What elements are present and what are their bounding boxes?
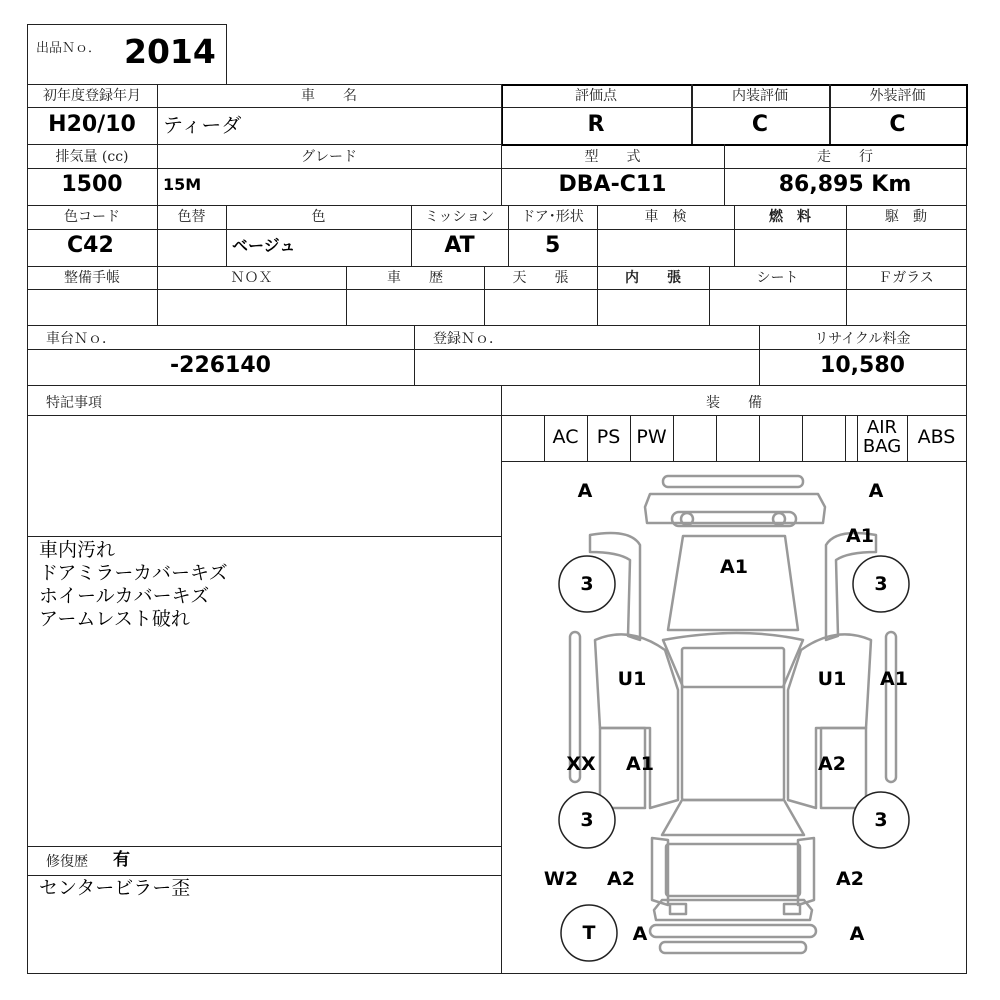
mark-front-right: A — [868, 480, 884, 502]
car-name-label: 車 名 — [301, 88, 357, 104]
seat-label: シート — [756, 270, 799, 286]
equipment-label: 装 備 — [706, 395, 762, 411]
inner-label: 内 張 — [625, 270, 681, 286]
mark-wheel-rl: 3 — [580, 809, 594, 831]
recycle-label: リサイクル料金 — [814, 331, 911, 347]
equip-airbag-text: AIR BAG — [862, 417, 902, 457]
mark-step-l: XX — [566, 753, 596, 775]
color-code-value: C42 — [67, 233, 114, 258]
chassis-value: -226140 — [170, 353, 271, 378]
door-value: 5 — [545, 233, 561, 258]
repair-label: 修復歴 — [46, 854, 88, 870]
repair-value: 有 — [113, 850, 130, 870]
door-label: ドア･形状 — [521, 209, 584, 225]
mark-rear-l1: W2 — [543, 868, 579, 890]
remark-line: アームレスト破れ — [39, 608, 190, 630]
color-value: ベージュ — [232, 236, 296, 255]
mark-rear-bumper-r: A — [849, 923, 865, 945]
inspection-label: 車 検 — [644, 209, 687, 225]
glass-label: Ｆガラス — [878, 270, 934, 286]
equip-ac: AC — [552, 426, 579, 448]
color-code-label: 色コード — [64, 209, 120, 225]
lot-number: 2014 — [124, 32, 216, 71]
maint-label: 整備手帳 — [64, 270, 120, 286]
exterior-label: 外装評価 — [869, 88, 926, 104]
fuel-label: 燃 料 — [769, 209, 811, 225]
reg-year-value: H20/10 — [48, 112, 136, 137]
car-diagram — [501, 461, 967, 973]
chassis-label: 車台Ｎｏ． — [46, 331, 116, 347]
mark-wheel-fr: 3 — [874, 573, 888, 595]
interior-label: 内装評価 — [732, 88, 788, 104]
model-label: 型 式 — [584, 149, 641, 165]
model-value: DBA-C11 — [558, 172, 667, 197]
mission-value: AT — [444, 233, 475, 258]
mark-hood-right: A1 — [846, 525, 874, 547]
remarks-list — [39, 539, 228, 631]
mark-door-l: A1 — [626, 753, 654, 775]
equip-ps: PS — [596, 426, 621, 448]
repaint-label: 色替 — [177, 209, 206, 225]
mark-fender-r: A1 — [880, 668, 908, 690]
remark-line: ドアミラーカバーキズ — [39, 562, 228, 584]
mileage-label: 走 行 — [817, 149, 873, 165]
equip-pw: PW — [636, 426, 667, 448]
interior-value: C — [751, 112, 769, 137]
drive-label: 駆 動 — [885, 209, 927, 225]
score-label: 評価点 — [575, 88, 617, 104]
score-value: R — [587, 112, 605, 137]
repair-note: センタービラー歪 — [39, 877, 191, 899]
mission-label: ミッション — [424, 209, 495, 225]
mark-pillar-r: U1 — [817, 668, 847, 690]
remarks-label: 特記事項 — [46, 395, 102, 411]
mark-wheel-fl: 3 — [580, 573, 594, 595]
remark-line: 車内汚れ — [39, 539, 116, 561]
grade-value: 15M — [163, 175, 202, 194]
mark-rear-l2: A2 — [607, 868, 635, 890]
remark-line: ホイールカバーキズ — [39, 585, 210, 607]
history-label: 車 歴 — [387, 270, 443, 286]
car-name-value: ティーダ — [163, 113, 242, 137]
reg-no-label: 登録Ｎｏ． — [433, 331, 503, 347]
mark-rear-r: A2 — [836, 868, 864, 890]
lot-label: 出品Ｎｏ． — [36, 41, 102, 56]
grade-label: グレード — [301, 149, 357, 165]
mark-rear-bumper-l: A — [632, 923, 648, 945]
color-label: 色 — [311, 209, 326, 225]
mark-door-r: A2 — [818, 753, 846, 775]
exterior-value: C — [889, 112, 906, 137]
mileage-value: 86,895 Km — [778, 172, 912, 197]
recycle-value: 10,580 — [820, 353, 905, 378]
equip-abs: ABS — [917, 426, 956, 448]
cc-value: 1500 — [61, 172, 123, 197]
mark-front-left: A — [577, 480, 593, 502]
nox-label: ＮＯＸ — [230, 270, 273, 286]
reg-year-label: 初年度登録年月 — [43, 88, 141, 104]
mark-pillar-l: U1 — [617, 668, 647, 690]
mark-spare: T — [582, 922, 596, 944]
mark-windshield: A1 — [720, 556, 748, 578]
cc-label: 排気量 (cc) — [55, 149, 129, 165]
roof-label: 天 張 — [512, 270, 569, 286]
equip-airbag — [857, 418, 907, 456]
mark-wheel-rr: 3 — [874, 809, 888, 831]
